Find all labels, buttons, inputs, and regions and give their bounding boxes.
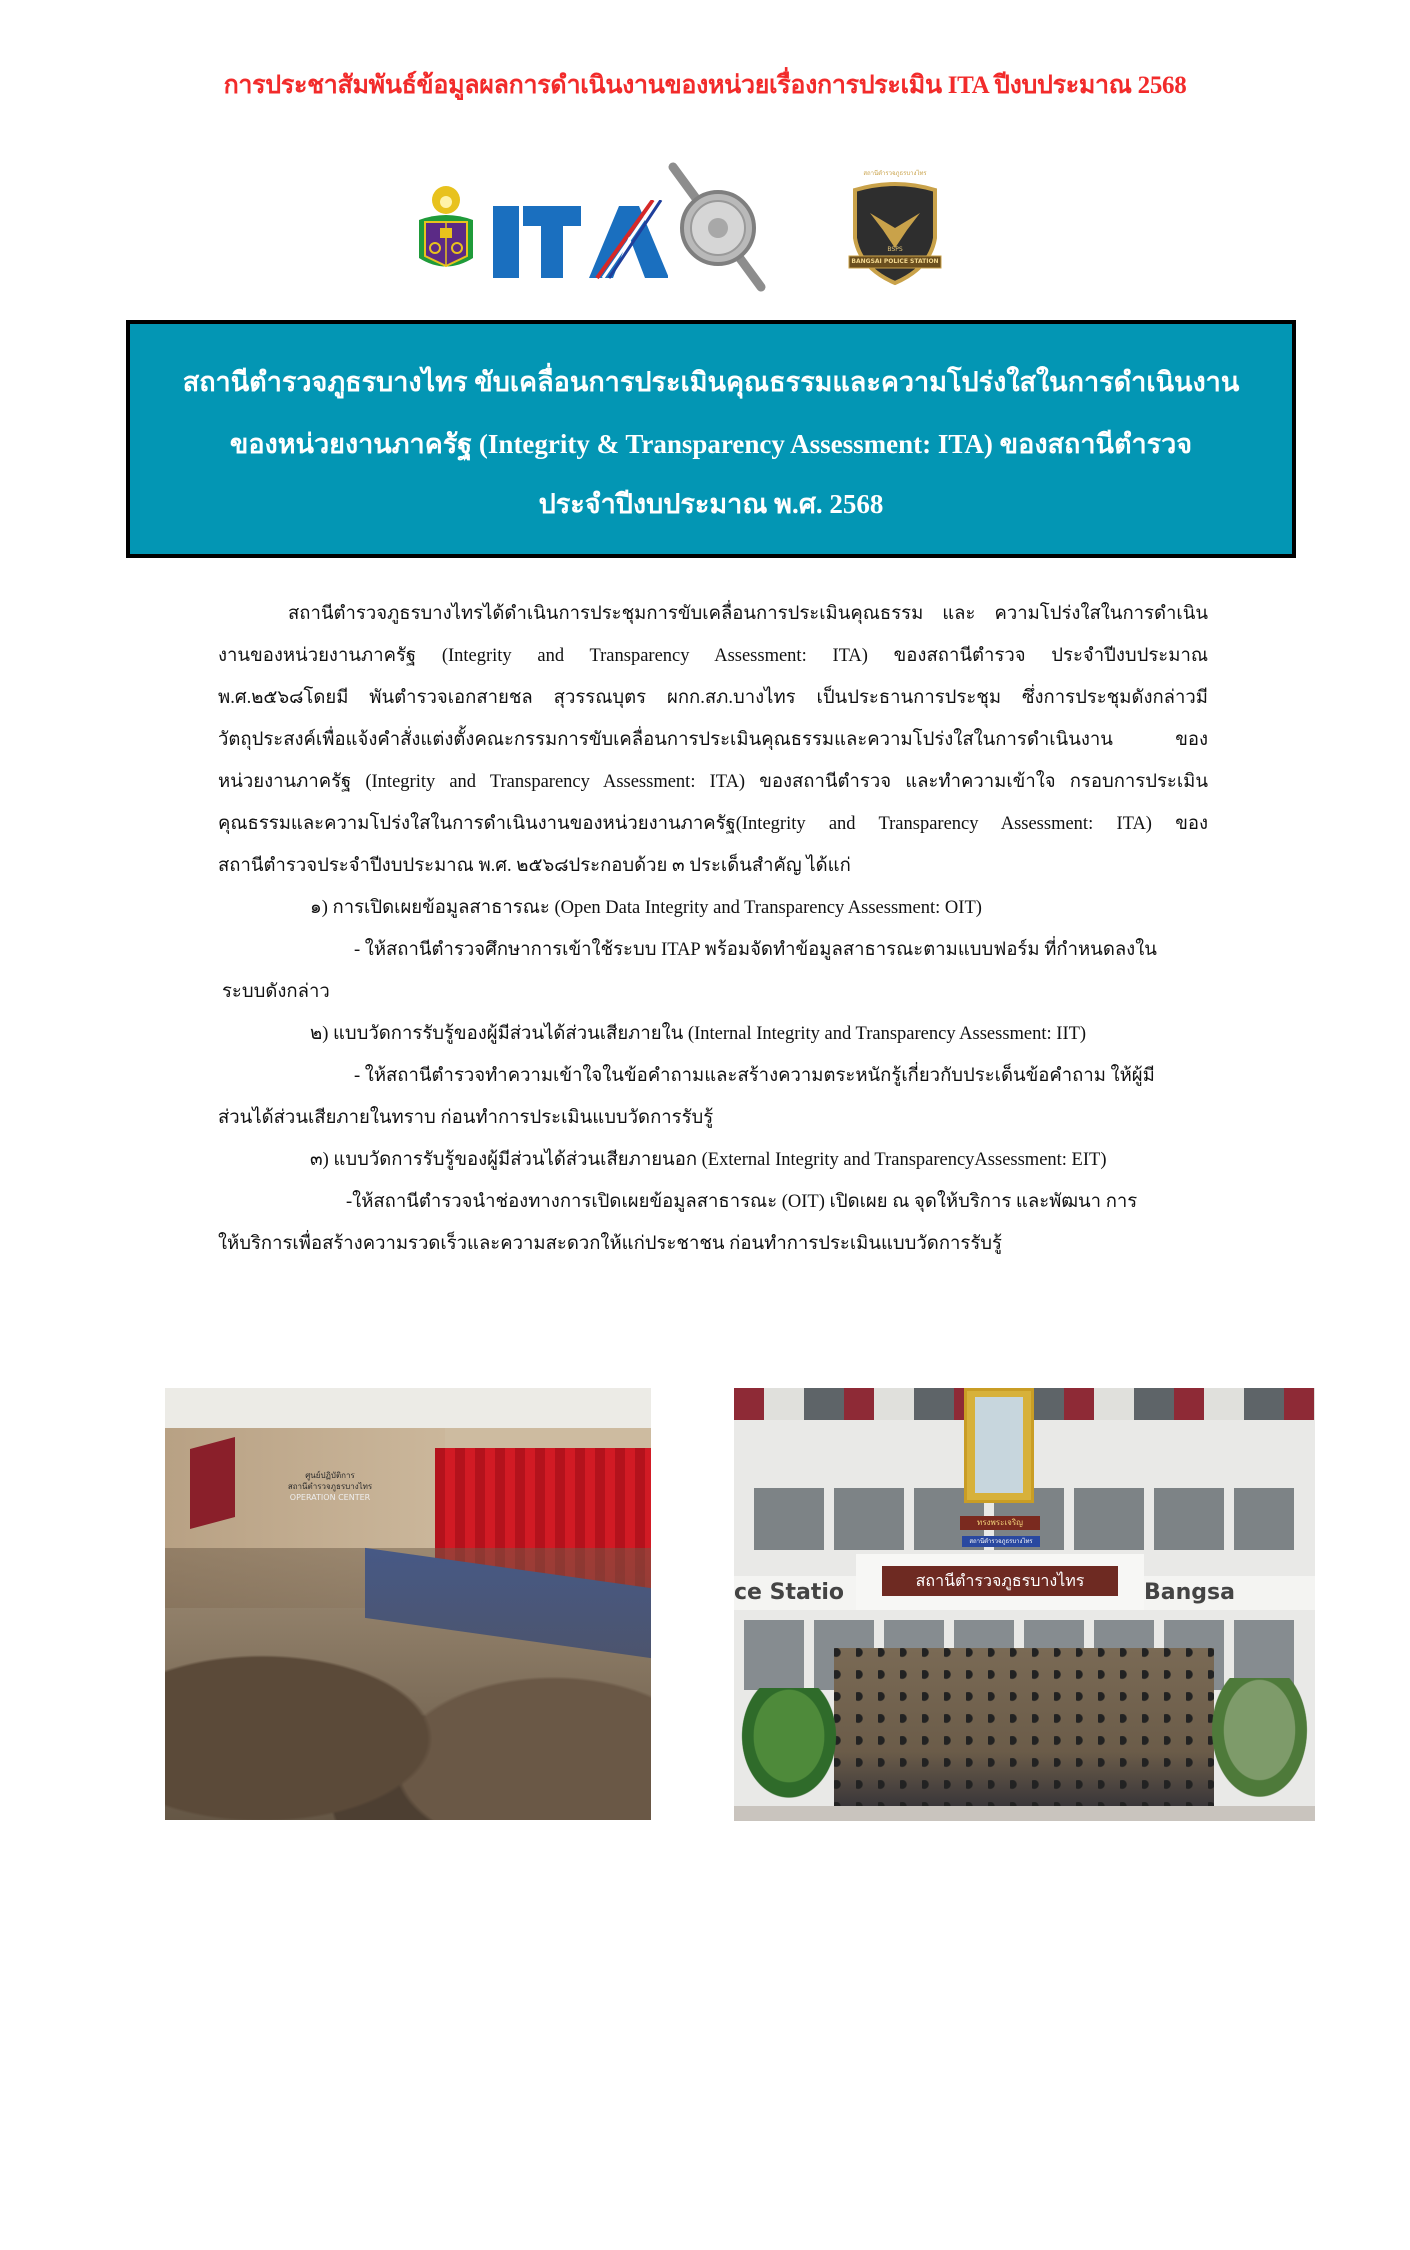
wall-sign-th2: สถานีตำรวจภูธรบางไทร: [287, 1482, 373, 1491]
paragraph-line: งานของหน่วยงานภาครัฐ (Integrity and Transparency Assessment: ITA) ของสถานีตำรวจ ประจำปีงบประมาณ: [218, 646, 1208, 666]
item-heading: ๓) แบบวัดการรับรู้ของผู้มีส่วนได้ส่วนเสียภายนอก (External Integrity and TransparencyAssessment: EIT): [310, 1150, 1107, 1170]
item-heading: ๑) การเปิดเผยข้อมูลสาธารณะ (Open Data Integrity and Transparency Assessment: OIT): [310, 898, 982, 918]
badge-abbr: BSPS: [887, 246, 903, 253]
paragraph-line: สถานีตำรวจประจำปีงบประมาณ พ.ศ. ๒๕๖๘ประกอบด้วย ๓ ประเด็นสำคัญ ได้แก่: [218, 856, 851, 876]
station-group-photo: [734, 1388, 1315, 1821]
headline-banner: [126, 320, 1296, 558]
ita-logo-icon: [493, 200, 668, 286]
bangsai-badge-icon: [845, 168, 945, 288]
sign-left: ce Statio: [734, 1576, 856, 1610]
page-title: การประชาสัมพันธ์ข้อมูลผลการดำเนินงานของหน่วยเรื่องการประเมิน ITA ปีงบประมาณ 2568: [223, 72, 1187, 99]
portrait-plaque: ทรงพระเจริญ: [960, 1516, 1040, 1530]
portrait-sub: สถานีตำรวจภูธรบางไทร: [962, 1536, 1040, 1547]
nacc-emblem-icon: [411, 180, 481, 280]
station-sign: [856, 1554, 1144, 1610]
ita-logo: [493, 200, 668, 286]
photo-flag: [190, 1437, 235, 1529]
photo-ceiling: [165, 1388, 651, 1428]
photo-officers: [165, 1548, 651, 1820]
wall-sign-th: ศูนย์ปฏิบัติการ: [305, 1471, 355, 1480]
portrait-image: [975, 1397, 1023, 1493]
wall-sign-en: OPERATION CENTER: [289, 1493, 371, 1502]
photo-plants-left: [734, 1688, 844, 1808]
item-detail-cont: ส่วนได้ส่วนเสียภายในทราบ ก่อนทำการประเมินแบบวัดการรับรู้: [218, 1108, 714, 1128]
photo-ground: [734, 1806, 1315, 1821]
paragraph-line: หน่วยงานภาครัฐ (Integrity and Transparency Assessment: ITA) ของสถานีตำรวจ และทำความเข้าใจ กรอบการประเมิน: [218, 772, 1208, 792]
photo-plants-right: [1204, 1678, 1315, 1808]
banner-line: สถานีตำรวจภูธรบางไทร ขับเคลื่อนการประเมินคุณธรรมและความโปร่งใสในการดำเนินงาน: [182, 367, 1240, 397]
item-detail: - ให้สถานีตำรวจศึกษาการเข้าใช้ระบบ ITAP พร้อมจัดทำข้อมูลสาธารณะตามแบบฟอร์ม ที่กำหนดลงใน: [354, 940, 1157, 960]
banner-line: ประจำปีงบประมาณ พ.ศ. 2568: [538, 489, 884, 519]
paragraph-line: คุณธรรมและความโปร่งใสในการดำเนินงานของหน่วยงานภาครัฐ(Integrity and Transparency Assessment: ITA) ของ: [218, 814, 1208, 834]
royal-thai-police-emblem-icon: [663, 162, 773, 292]
paragraph-line: สถานีตำรวจภูธรบางไทรได้ดำเนินการประชุมการขับเคลื่อนการประเมินคุณธรรม และ ความโปร่งใสในการดำเนิน: [288, 604, 1208, 624]
bangsai-police-station-badge: [845, 168, 945, 288]
badge-text: BANGSAI POLICE STATION: [851, 258, 939, 265]
item-detail: -ให้สถานีตำรวจนำช่องทางการเปิดเผยข้อมูลสาธารณะ (OIT) เปิดเผย ณ จุดให้บริการ และพัฒนา การ: [346, 1192, 1138, 1212]
meeting-photo: [165, 1388, 651, 1820]
wall-sign: [265, 1470, 395, 1503]
badge-top-text: สถานีตำรวจภูธรบางไทร: [863, 170, 927, 177]
paragraph-line: วัตถุประสงค์เพื่อแจ้งคำสั่งแต่งตั้งคณะกรรมการขับเคลื่อนการประเมินคุณธรรมและความโปร่งใสในการดำเนินงาน ของ: [218, 730, 1208, 750]
item-detail-cont: ระบบดังกล่าว: [222, 982, 330, 1002]
group-of-officers: [834, 1648, 1214, 1821]
item-detail-cont: ให้บริการเพื่อสร้างความรวดเร็วและความสะดวกให้แก่ประชาชน ก่อนทำการประเมินแบบวัดการรับรู้: [218, 1234, 1002, 1254]
item-heading: ๒) แบบวัดการรับรู้ของผู้มีส่วนได้ส่วนเสียภายใน (Internal Integrity and Transparency Assessment: IIT): [310, 1024, 1087, 1044]
item-detail: - ให้สถานีตำรวจทำความเข้าใจในข้อคำถามและสร้างความตระหนักรู้เกี่ยวกับประเด็นข้อคำถาม ให้ผู้มี: [354, 1066, 1155, 1086]
sign-right: Bangsa: [1144, 1576, 1315, 1610]
paragraph-line: พ.ศ.๒๕๖๘โดยมี พันตำรวจเอกสายชล สุวรรณบุตร ผกก.สภ.บางไทร เป็นประธานการประชุม ซึ่งการประชุมดังกล่าวมี: [218, 688, 1208, 708]
king-portrait: [964, 1388, 1034, 1503]
station-sign-th: สถานีตำรวจภูธรบางไทร: [882, 1566, 1118, 1596]
logos-row: [405, 160, 1005, 300]
banner-line: ของหน่วยงานภาครัฐ (Integrity & Transparency Assessment: ITA) ของสถานีตำรวจ: [229, 429, 1193, 459]
